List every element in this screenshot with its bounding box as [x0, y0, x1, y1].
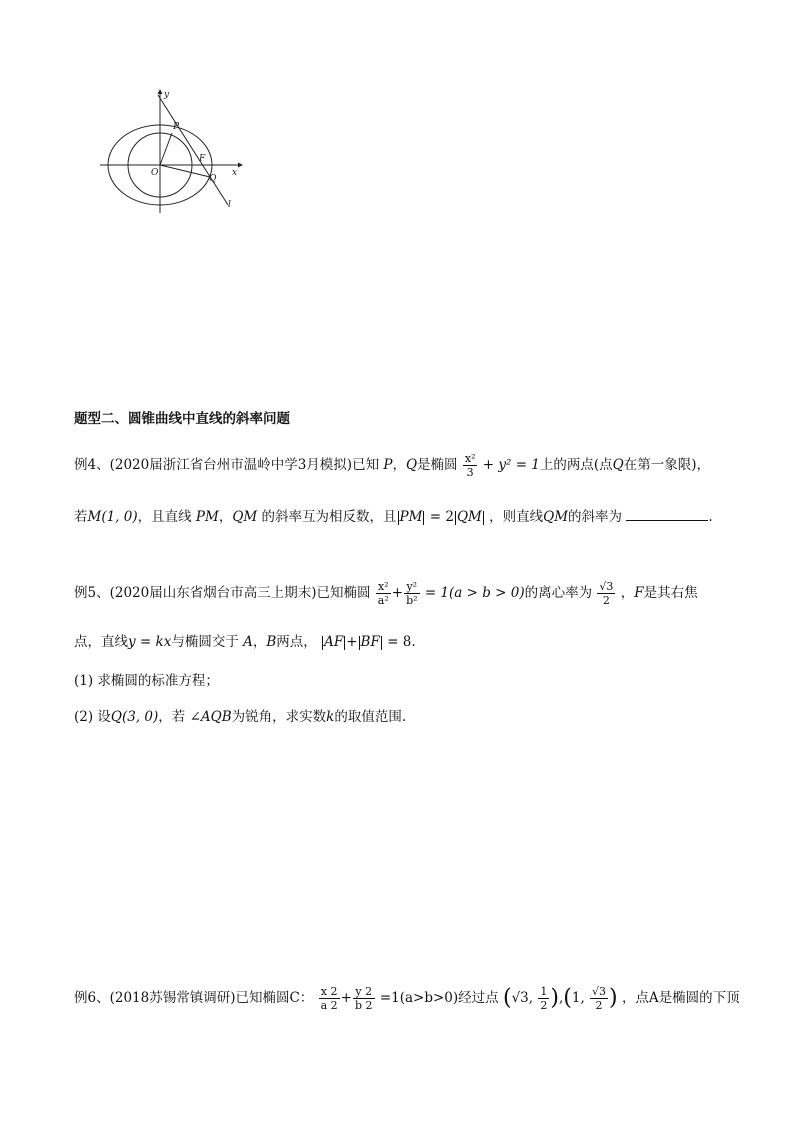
ex5-plus2: + — [346, 634, 358, 650]
ex6-fx-den: a 2 — [320, 999, 338, 1012]
ex5-line-eq: y = kx — [128, 634, 172, 650]
ex5-frac-x — [376, 580, 391, 607]
abs-bar — [359, 636, 360, 650]
abs-bar — [483, 511, 484, 525]
ex4-plus-y: + y² = 1 — [482, 457, 540, 473]
ex4-line2-d: ，则直线 — [489, 509, 544, 525]
ex5-q2-a: (2) 设 — [74, 709, 111, 725]
ex6-fx-num: x 2 — [319, 985, 340, 999]
paren-open: ( — [563, 985, 572, 1011]
ex4-line2-c: 的斜率互为相反数，且 — [261, 509, 397, 525]
ex6-frac-x — [319, 985, 340, 1012]
ex5-e-den: 2 — [602, 594, 610, 607]
ex5-bf: BF — [360, 634, 380, 650]
label-Q: Q — [209, 174, 217, 184]
ex5-line2-b: 与椭圆交于 — [171, 634, 239, 650]
ellipse-circle-figure — [98, 85, 248, 215]
paren-close: ) — [550, 985, 559, 1011]
ex5-a: A — [243, 634, 253, 650]
ex4-abs-pm: PM — [399, 509, 423, 525]
ex6-cond: =1(a>b>0)经过点 — [379, 990, 499, 1006]
ex6-p1b-num: 1 — [540, 985, 548, 998]
ex4-sep: ， — [218, 509, 233, 525]
ex6-p2b — [590, 985, 608, 1012]
ex5-ecc-frac — [597, 580, 615, 607]
abs-bar — [423, 511, 424, 525]
ex6-plus: + — [340, 990, 352, 1006]
ex4-line2-a: 若 — [74, 509, 88, 525]
ex6-fy-num: y 2 — [353, 985, 375, 999]
ex5-q2-c: 为锐角，求实数 — [231, 709, 327, 725]
ex5-line2 — [74, 632, 416, 652]
ex5-question-2 — [74, 707, 406, 727]
abs-bar — [398, 511, 399, 525]
x-axis-arrow — [238, 163, 243, 168]
paren-close: ) — [609, 985, 618, 1011]
ex4-frac-num: x² — [464, 452, 476, 465]
ex4-comma: ， — [392, 457, 406, 473]
label-x: x — [232, 168, 238, 178]
ex4-prefix: 例4、(2020届浙江省台州市温岭中学3月模拟)已知 — [74, 457, 380, 473]
ex6-frac-y — [353, 985, 375, 1012]
ex6-p2a: 1 — [571, 990, 581, 1006]
ex5-e-num: √3 — [599, 580, 614, 593]
ex6-p1a: √3 — [511, 990, 529, 1006]
ex6-p1b — [538, 985, 549, 1012]
ex5-f-tail: 是其右焦 — [643, 585, 698, 601]
ex6-p1b-den: 2 — [540, 999, 548, 1012]
ex5-line2-end: . — [411, 634, 416, 650]
abs-bar — [455, 511, 456, 525]
ex4-line1 — [74, 452, 710, 479]
ex5-frac-y — [404, 580, 419, 607]
abs-bar — [322, 636, 323, 650]
ex4-m-point: M(1, 0) — [87, 509, 138, 525]
ex4-p: P — [383, 457, 393, 473]
label-P: P — [173, 122, 180, 132]
y-axis-arrow — [158, 89, 163, 94]
ex6-line1: 例6、(2018苏锡常镇调研)已知椭圆C： $\frac{x 2}{a 2}$ + $\frac{y 2}{b 2}$ =1(a>b>0)经过点 (√3, $\frac{1}{2}$ ),(1, $\frac{√3}{2}$ ) ，点A是椭圆的下顶 — [74, 985, 740, 1012]
ex4-q2: Q — [612, 457, 624, 473]
ex5-prefix: 例5、(2020届山东省烟台市高三上期末)已知椭圆 — [74, 585, 371, 601]
ex5-plus: + — [391, 585, 404, 601]
ex5-line1 — [74, 580, 698, 607]
ex5-line2-a: 点，直线 — [74, 634, 128, 650]
ex4-line2-e: 的斜率为 — [568, 509, 623, 525]
label-F: F — [199, 154, 206, 164]
ex4-qm: QM — [232, 509, 258, 525]
ex4-eq2: = 2 — [429, 509, 454, 525]
section-title: 题型二、圆锥曲线中直线的斜率问题 — [74, 411, 290, 427]
ex5-cond: = 1(a > b > 0) — [424, 585, 525, 601]
ex5-fy-num: y² — [404, 580, 419, 594]
label-O: O — [151, 168, 159, 178]
ex5-fx-num: x² — [376, 580, 391, 594]
label-l: l — [228, 200, 231, 210]
ex5-af: AF — [324, 634, 344, 650]
ex4-fraction — [463, 452, 478, 479]
ex5-ecc-text: 的离心率为 — [524, 585, 593, 601]
segment-OP — [160, 133, 172, 165]
ex4-is-ellipse: 是椭圆 — [417, 457, 458, 473]
abs-bar — [381, 636, 382, 650]
ex5-line2-c: ， — [252, 634, 267, 650]
paren-open: ( — [502, 985, 512, 1011]
ex4-pm: PM — [195, 509, 219, 525]
ex6-fy-den: b 2 — [354, 999, 373, 1012]
ex5-question-1: (1) 求椭圆的标准方程； — [74, 673, 219, 689]
line-l — [158, 95, 228, 205]
ex6-p2b-den: 2 — [595, 999, 603, 1012]
ex4-end: . — [708, 509, 713, 525]
ex5-k: k — [326, 709, 335, 725]
ex4-q: Q — [405, 457, 418, 473]
answer-blank[interactable] — [626, 506, 708, 521]
ex6-tail: ，点A是椭圆的下顶 — [621, 990, 740, 1006]
ex5-eq8: = 8 — [387, 634, 412, 650]
ex6-p2b-num: √3 — [592, 985, 607, 998]
ex4-line2-b: ，且直线 — [137, 509, 192, 525]
ex5-b: B — [266, 634, 277, 650]
ex6-prefix: 例6、(2018苏锡常镇调研)已知椭圆C： — [74, 990, 314, 1006]
label-y: y — [164, 90, 170, 100]
ex4-tail2: 在第一象限)， — [623, 457, 711, 473]
ex4-frac-den: 3 — [466, 466, 474, 479]
ex5-angle: ∠AQB — [189, 709, 232, 725]
ex5-q2-b: ，若 — [158, 709, 186, 725]
ex5-line2-d: 两点， — [276, 634, 317, 650]
ex4-abs-qm: QM — [456, 509, 482, 525]
ex4-tail: 上的两点(点 — [539, 457, 613, 473]
ex4-line2 — [74, 506, 713, 527]
ex5-f: F — [634, 585, 644, 601]
ex6-sep: , — [558, 990, 564, 1006]
ex4-qm2: QM — [543, 509, 569, 525]
ex5-q2-d: 的取值范围. — [334, 709, 407, 725]
ex5-fy-den: b² — [406, 594, 418, 607]
ex5-f-text: ， — [620, 585, 635, 601]
ex5-q-point: Q(3, 0) — [110, 709, 159, 725]
ex5-fx-den: a² — [377, 594, 389, 607]
segment-OQ — [160, 165, 210, 177]
